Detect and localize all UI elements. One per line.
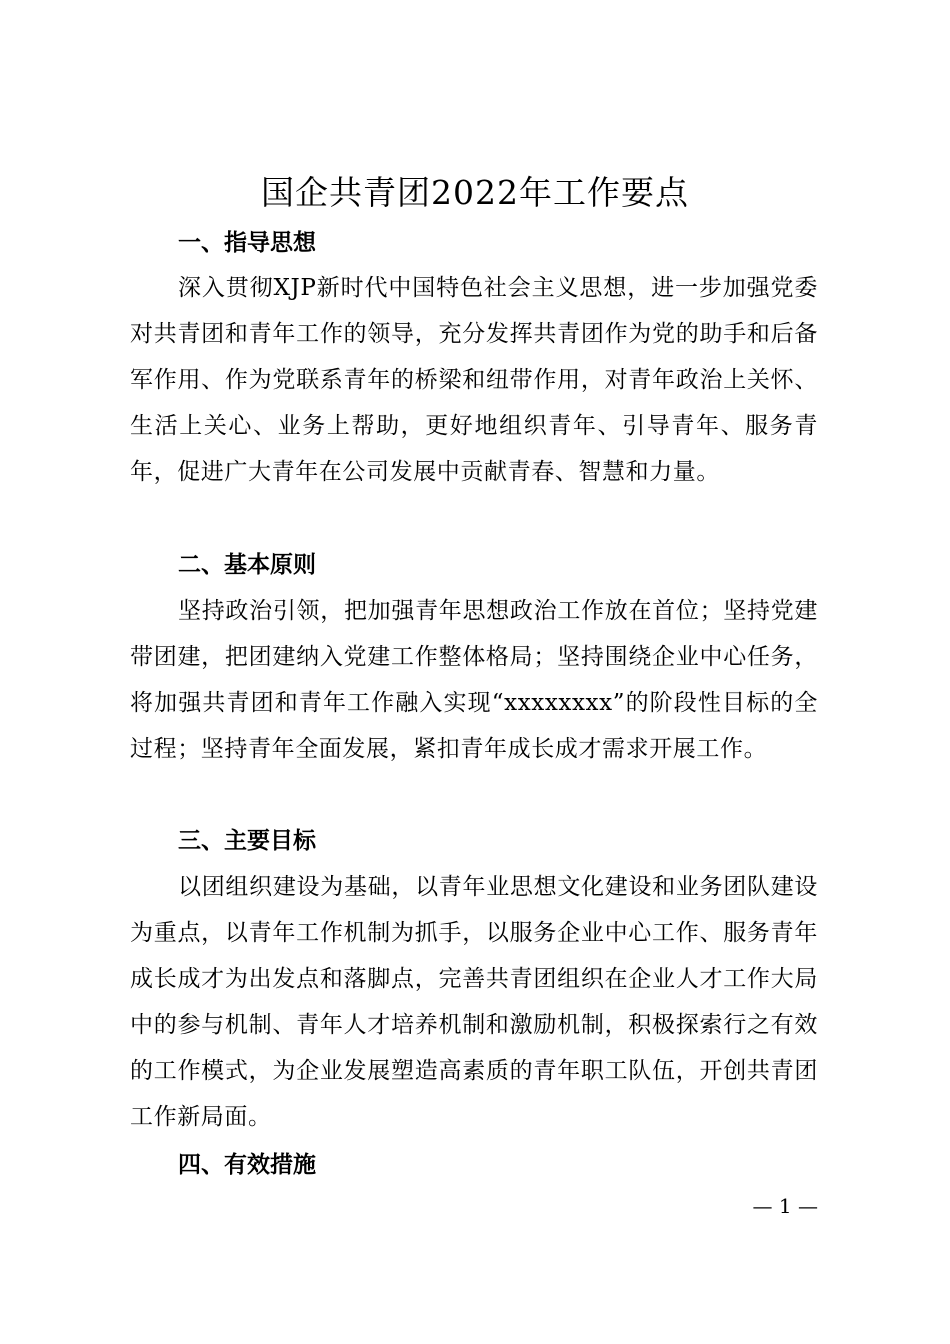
section-body-guiding-ideology: 深入贯彻XJP新时代中国特色社会主义思想，进一步加强党委对共青团和青年工作的领导，充分发挥共青团作为党的助手和后备军作用、作为党联系青年的桥梁和纽带作用，对青年政治上关怀、生活上关心、业务上帮助，更好地组织青年、引导青年、服务青年，促进广大青年在公司发展中贡献青春、智慧和力量。: [130, 275, 818, 485]
page-number: — 1 —: [752, 1194, 818, 1218]
section-body-basic-principles: 坚持政治引领，把加强青年思想政治工作放在首位；坚持党建带团建，把团建纳入党建工作整体格局；坚持围绕企业中心任务，将加强共青团和青年工作融入实现“xxxxxxxx”的阶段性目标的全过程；坚持青年全面发展，紧扣青年成长成才需求开展工作。: [130, 598, 818, 762]
section-heading-basic-principles: 二、基本原则: [178, 552, 316, 578]
section-heading-main-goals: 三、主要目标: [178, 828, 316, 854]
document-title: 国企共青团2022年工作要点: [261, 173, 689, 212]
section-heading-effective-measures: 四、有效措施: [178, 1152, 316, 1178]
section-body-main-goals: 以团组织建设为基础，以青年业思想文化建设和业务团队建设为重点，以青年工作机制为抓手，以服务企业中心工作、服务青年成长成才为出发点和落脚点，完善共青团组织在企业人才工作大局中的参与机制、青年人才培养机制和激励机制，积极探索行之有效的工作模式，为企业发展塑造高素质的青年职工队伍，开创共青团工作新局面。: [130, 874, 818, 1130]
section-heading-guiding-ideology: 一、指导思想: [178, 230, 316, 256]
